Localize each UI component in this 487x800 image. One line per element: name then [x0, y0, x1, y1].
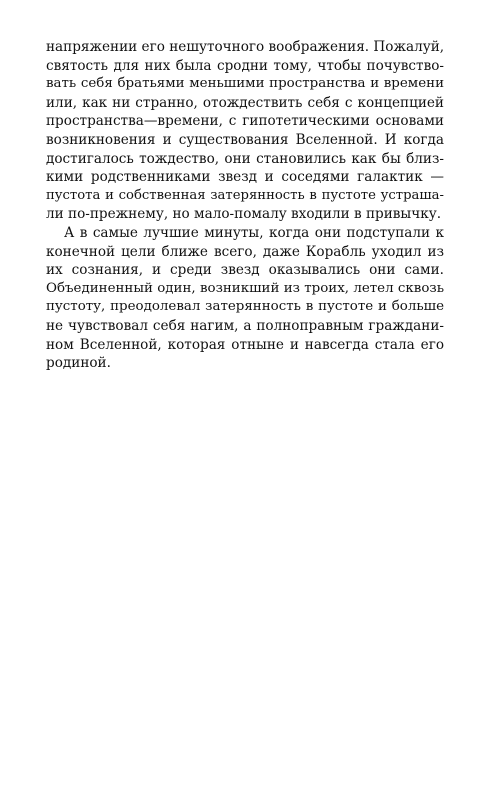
text-line: пространства—времени, с гипотетическими основами [46, 113, 444, 130]
text-line: кими родственниками звезд и соседями галактик — [46, 169, 444, 186]
text-line: ном Вселенной, которая отныне и навсегда стала его [46, 336, 444, 353]
text-line: возникновения и существования Вселенной. И когда [46, 131, 444, 148]
text-line: А в самые лучшие минуты, когда они подступали к [64, 224, 444, 241]
text-line: их сознания, и среди звезд оказывались они сами. [46, 262, 444, 279]
body-text [46, 38, 444, 373]
text-line: святость для них была сродни тому, чтобы почувство- [46, 57, 444, 74]
text-line: напряжении его нешуточного воображения. Пожалуй, [46, 39, 444, 55]
text-line: Объединенный один, возникший из троих, летел сквозь [46, 280, 444, 296]
text-line: не чувствовал себя нагим, а полноправным граждани- [46, 317, 444, 334]
text-line: достигалось тождество, они становились как бы близ- [46, 150, 444, 167]
text-line: или, как ни странно, отождествить себя с концепцией [46, 94, 444, 111]
text-line: ли по-прежнему, но мало-помалу входили в привычку. [46, 206, 442, 223]
text-line: вать себя братьями меньшими пространства и времени [46, 76, 444, 92]
text-line: пустоту, преодолевал затерянность в пустоте и больше [46, 299, 444, 315]
paragraph [46, 38, 444, 224]
text-line: конечной цели ближе всего, даже Корабль уходил из [46, 243, 444, 260]
paragraph [46, 224, 444, 373]
text-line: родиной. [46, 355, 111, 372]
text-line: пустота и собственная затерянность в пустоте устраша- [46, 187, 444, 203]
